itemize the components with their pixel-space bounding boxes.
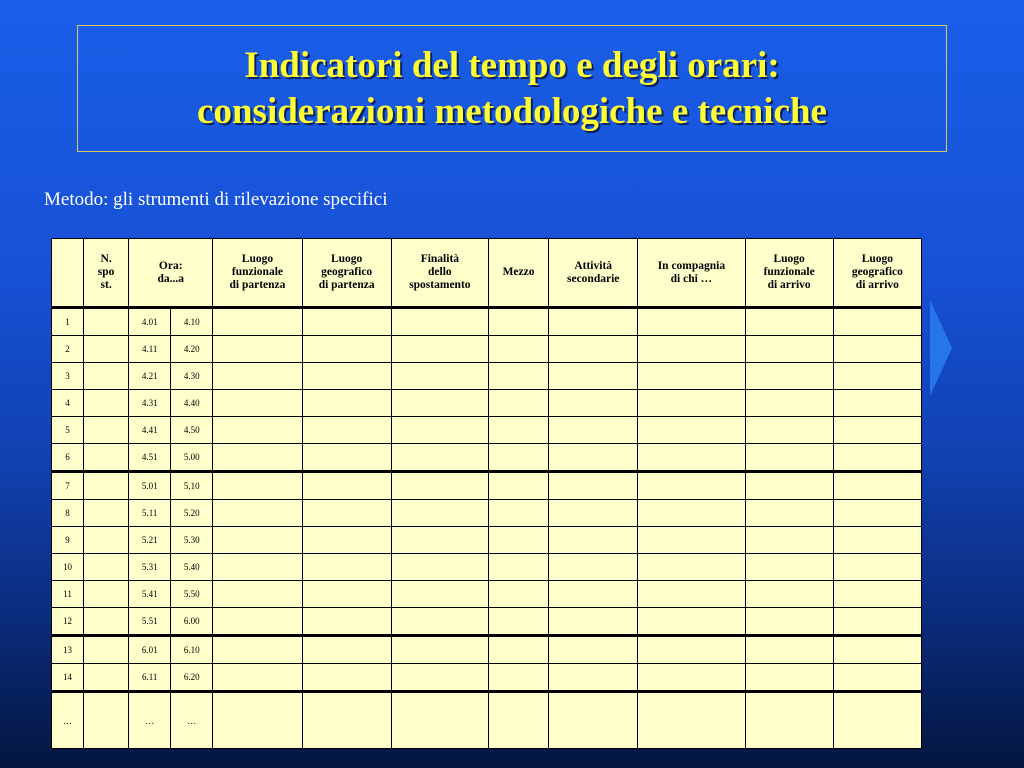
cell-luogo-funzionale-arrivo[interactable] xyxy=(745,581,833,608)
cell-compagnia[interactable] xyxy=(638,527,745,554)
cell-luogo-geografico-arrivo[interactable] xyxy=(833,527,921,554)
header-luogo-funzionale-arrivo: Luogo funzionale di arrivo xyxy=(745,239,833,308)
cell-luogo-funzionale-partenza[interactable] xyxy=(213,692,302,749)
cell-attivita[interactable] xyxy=(549,336,638,363)
cell-row-number: … xyxy=(52,692,84,749)
cell-luogo-funzionale-partenza[interactable] xyxy=(213,444,302,472)
cell-n-spost[interactable] xyxy=(84,527,129,554)
cell-luogo-funzionale-partenza[interactable] xyxy=(213,608,302,636)
cell-luogo-geografico-arrivo[interactable] xyxy=(833,500,921,527)
header-attivita: Attività secondarie xyxy=(549,239,638,308)
cell-row-number: 9 xyxy=(52,527,84,554)
cell-finalita[interactable] xyxy=(391,390,488,417)
cell-ora-da: 6.01 xyxy=(129,636,171,664)
cell-row-number: 4 xyxy=(52,390,84,417)
table-row xyxy=(52,554,922,581)
cell-ora-a: 5.20 xyxy=(171,500,213,527)
cell-compagnia[interactable] xyxy=(638,608,745,636)
cell-luogo-funzionale-arrivo[interactable] xyxy=(745,500,833,527)
cell-luogo-geografico-arrivo[interactable] xyxy=(833,692,921,749)
cell-luogo-geografico-partenza[interactable] xyxy=(302,636,391,664)
cell-luogo-geografico-partenza[interactable] xyxy=(302,472,391,500)
cell-luogo-funzionale-arrivo[interactable] xyxy=(745,554,833,581)
cell-n-spost[interactable] xyxy=(84,581,129,608)
cell-luogo-geografico-partenza[interactable] xyxy=(302,336,391,363)
table-row xyxy=(52,581,922,608)
cell-ora-a: 4.50 xyxy=(171,417,213,444)
cell-ora-da: 4.11 xyxy=(129,336,171,363)
cell-luogo-funzionale-arrivo[interactable] xyxy=(745,390,833,417)
cell-luogo-geografico-arrivo[interactable] xyxy=(833,308,921,336)
cell-row-number: 2 xyxy=(52,336,84,363)
cell-ora-a: 6.10 xyxy=(171,636,213,664)
cell-luogo-funzionale-partenza[interactable] xyxy=(213,390,302,417)
cell-luogo-funzionale-partenza[interactable] xyxy=(213,554,302,581)
cell-ora-da: 4.41 xyxy=(129,417,171,444)
cell-n-spost[interactable] xyxy=(84,608,129,636)
cell-ora-a: 4.20 xyxy=(171,336,213,363)
cell-luogo-geografico-arrivo[interactable] xyxy=(833,664,921,692)
cell-luogo-funzionale-arrivo[interactable] xyxy=(745,308,833,336)
cell-finalita[interactable] xyxy=(391,500,488,527)
cell-luogo-funzionale-arrivo[interactable] xyxy=(745,664,833,692)
cell-luogo-funzionale-partenza[interactable] xyxy=(213,500,302,527)
cell-compagnia[interactable] xyxy=(638,664,745,692)
cell-luogo-geografico-arrivo[interactable] xyxy=(833,581,921,608)
cell-row-number: 14 xyxy=(52,664,84,692)
cell-ora-da: … xyxy=(129,692,171,749)
cell-luogo-funzionale-partenza[interactable] xyxy=(213,664,302,692)
table-row xyxy=(52,336,922,363)
cell-n-spost[interactable] xyxy=(84,636,129,664)
table-row xyxy=(52,390,922,417)
cell-mezzo[interactable] xyxy=(488,363,548,390)
table-body xyxy=(52,308,922,749)
cell-compagnia[interactable] xyxy=(638,308,745,336)
cell-attivita[interactable] xyxy=(549,308,638,336)
slide-subtitle: Metodo: gli strumenti di rilevazione specifici xyxy=(44,189,388,210)
cell-n-spost[interactable] xyxy=(84,417,129,444)
table-row xyxy=(52,500,922,527)
cell-compagnia[interactable] xyxy=(638,581,745,608)
cell-ora-a: 4.40 xyxy=(171,390,213,417)
cell-luogo-geografico-arrivo[interactable] xyxy=(833,444,921,472)
cell-ora-da: 4.31 xyxy=(129,390,171,417)
cell-finalita[interactable] xyxy=(391,336,488,363)
cell-finalita[interactable] xyxy=(391,527,488,554)
cell-luogo-geografico-arrivo[interactable] xyxy=(833,472,921,500)
cell-mezzo[interactable] xyxy=(488,336,548,363)
cell-attivita[interactable] xyxy=(549,664,638,692)
cell-attivita[interactable] xyxy=(549,390,638,417)
cell-luogo-geografico-arrivo[interactable] xyxy=(833,608,921,636)
cell-luogo-funzionale-partenza[interactable] xyxy=(213,417,302,444)
cell-luogo-funzionale-partenza[interactable] xyxy=(213,363,302,390)
cell-ora-a: 4.10 xyxy=(171,308,213,336)
cell-compagnia[interactable] xyxy=(638,444,745,472)
cell-ora-da: 4.21 xyxy=(129,363,171,390)
cell-attivita[interactable] xyxy=(549,636,638,664)
cell-luogo-geografico-partenza[interactable] xyxy=(302,664,391,692)
cell-attivita[interactable] xyxy=(549,444,638,472)
cell-attivita[interactable] xyxy=(549,417,638,444)
table-row xyxy=(52,608,922,636)
cell-mezzo[interactable] xyxy=(488,636,548,664)
slide-title-line-2: considerazioni metodologiche e tecniche xyxy=(197,90,827,132)
header-luogo-geografico-partenza: Luogo geografico di partenza xyxy=(302,239,391,308)
cell-mezzo[interactable] xyxy=(488,417,548,444)
table-header-row xyxy=(52,239,922,308)
cell-luogo-funzionale-partenza[interactable] xyxy=(213,472,302,500)
cell-row-number: 1 xyxy=(52,308,84,336)
cell-ora-da: 5.51 xyxy=(129,608,171,636)
cell-luogo-funzionale-partenza[interactable] xyxy=(213,636,302,664)
cell-compagnia[interactable] xyxy=(638,336,745,363)
cell-ora-da: 5.41 xyxy=(129,581,171,608)
cell-row-number: 3 xyxy=(52,363,84,390)
cell-luogo-funzionale-arrivo[interactable] xyxy=(745,444,833,472)
table-row xyxy=(52,472,922,500)
cell-luogo-geografico-partenza[interactable] xyxy=(302,444,391,472)
cell-ora-da: 5.11 xyxy=(129,500,171,527)
cell-attivita[interactable] xyxy=(549,692,638,749)
header-finalita: Finalità dello spostamento xyxy=(391,239,488,308)
cell-luogo-geografico-arrivo[interactable] xyxy=(833,363,921,390)
cell-luogo-funzionale-partenza[interactable] xyxy=(213,308,302,336)
header-luogo-funzionale-partenza: Luogo funzionale di partenza xyxy=(213,239,302,308)
cell-mezzo[interactable] xyxy=(488,554,548,581)
cell-row-number: 6 xyxy=(52,444,84,472)
cell-compagnia[interactable] xyxy=(638,500,745,527)
cell-luogo-funzionale-partenza[interactable] xyxy=(213,581,302,608)
table-row xyxy=(52,664,922,692)
cell-luogo-geografico-partenza[interactable] xyxy=(302,581,391,608)
cell-compagnia[interactable] xyxy=(638,472,745,500)
cell-attivita[interactable] xyxy=(549,500,638,527)
cell-row-number: 11 xyxy=(52,581,84,608)
header-luogo-geografico-arrivo: Luogo geografico di arrivo xyxy=(833,239,921,308)
cell-finalita[interactable] xyxy=(391,692,488,749)
cell-mezzo[interactable] xyxy=(488,390,548,417)
time-diary-table xyxy=(51,238,922,749)
table-row xyxy=(52,308,922,336)
table-row xyxy=(52,363,922,390)
cell-luogo-geografico-arrivo[interactable] xyxy=(833,336,921,363)
cell-finalita[interactable] xyxy=(391,608,488,636)
cell-luogo-geografico-partenza[interactable] xyxy=(302,692,391,749)
cell-compagnia[interactable] xyxy=(638,692,745,749)
cell-row-number: 8 xyxy=(52,500,84,527)
cell-n-spost[interactable] xyxy=(84,390,129,417)
header-n-spost: N. spo st. xyxy=(84,239,129,308)
cell-ora-a: 6.00 xyxy=(171,608,213,636)
cell-attivita[interactable] xyxy=(549,554,638,581)
cell-attivita[interactable] xyxy=(549,527,638,554)
cell-compagnia[interactable] xyxy=(638,636,745,664)
table-row xyxy=(52,444,922,472)
header-compagnia: In compagnia di chi … xyxy=(638,239,745,308)
cell-n-spost[interactable] xyxy=(84,308,129,336)
cell-mezzo[interactable] xyxy=(488,608,548,636)
cell-luogo-funzionale-arrivo[interactable] xyxy=(745,336,833,363)
table-row xyxy=(52,527,922,554)
cell-finalita[interactable] xyxy=(391,581,488,608)
cell-luogo-geografico-arrivo[interactable] xyxy=(833,636,921,664)
cell-ora-a: 5.30 xyxy=(171,527,213,554)
cell-finalita[interactable] xyxy=(391,472,488,500)
cell-finalita[interactable] xyxy=(391,363,488,390)
header-mezzo: Mezzo xyxy=(488,239,548,308)
cell-luogo-geografico-partenza[interactable] xyxy=(302,608,391,636)
cell-n-spost[interactable] xyxy=(84,500,129,527)
cell-ora-a: 5.00 xyxy=(171,444,213,472)
cell-luogo-geografico-arrivo[interactable] xyxy=(833,417,921,444)
cell-n-spost[interactable] xyxy=(84,692,129,749)
cell-luogo-geografico-partenza[interactable] xyxy=(302,554,391,581)
cell-ora-a: 5.10 xyxy=(171,472,213,500)
cell-row-number: 10 xyxy=(52,554,84,581)
cell-luogo-geografico-partenza[interactable] xyxy=(302,308,391,336)
cell-luogo-geografico-partenza[interactable] xyxy=(302,527,391,554)
cell-ora-da: 5.01 xyxy=(129,472,171,500)
cell-luogo-funzionale-arrivo[interactable] xyxy=(745,527,833,554)
slide-title-line-1: Indicatori del tempo e degli orari: xyxy=(244,44,780,86)
cell-luogo-geografico-partenza[interactable] xyxy=(302,390,391,417)
title-box xyxy=(77,25,947,152)
cell-ora-da: 4.51 xyxy=(129,444,171,472)
cell-mezzo[interactable] xyxy=(488,500,548,527)
cell-mezzo[interactable] xyxy=(488,472,548,500)
cell-mezzo[interactable] xyxy=(488,444,548,472)
header-ora: Ora: da...a xyxy=(129,239,213,308)
cell-finalita[interactable] xyxy=(391,664,488,692)
cell-finalita[interactable] xyxy=(391,636,488,664)
cell-mezzo[interactable] xyxy=(488,527,548,554)
table-row xyxy=(52,692,922,749)
cell-ora-a: 5.40 xyxy=(171,554,213,581)
cell-luogo-geografico-partenza[interactable] xyxy=(302,417,391,444)
cell-luogo-geografico-arrivo[interactable] xyxy=(833,390,921,417)
cell-mezzo[interactable] xyxy=(488,692,548,749)
cell-row-number: 13 xyxy=(52,636,84,664)
cell-attivita[interactable] xyxy=(549,581,638,608)
cell-n-spost[interactable] xyxy=(84,336,129,363)
cell-luogo-funzionale-arrivo[interactable] xyxy=(745,417,833,444)
cell-luogo-funzionale-arrivo[interactable] xyxy=(745,608,833,636)
cell-row-number: 5 xyxy=(52,417,84,444)
cell-finalita[interactable] xyxy=(391,444,488,472)
cell-ora-a: … xyxy=(171,692,213,749)
decorative-chevron xyxy=(930,300,952,396)
cell-luogo-geografico-partenza[interactable] xyxy=(302,500,391,527)
table-row xyxy=(52,636,922,664)
cell-compagnia[interactable] xyxy=(638,417,745,444)
table-row xyxy=(52,417,922,444)
cell-attivita[interactable] xyxy=(549,363,638,390)
cell-luogo-geografico-arrivo[interactable] xyxy=(833,554,921,581)
cell-luogo-funzionale-arrivo[interactable] xyxy=(745,636,833,664)
cell-luogo-funzionale-arrivo[interactable] xyxy=(745,363,833,390)
cell-finalita[interactable] xyxy=(391,554,488,581)
cell-compagnia[interactable] xyxy=(638,363,745,390)
cell-row-number: 7 xyxy=(52,472,84,500)
cell-ora-da: 5.31 xyxy=(129,554,171,581)
cell-attivita[interactable] xyxy=(549,608,638,636)
cell-luogo-funzionale-arrivo[interactable] xyxy=(745,472,833,500)
cell-ora-da: 4.01 xyxy=(129,308,171,336)
cell-ora-a: 5.50 xyxy=(171,581,213,608)
cell-attivita[interactable] xyxy=(549,472,638,500)
cell-ora-a: 6.20 xyxy=(171,664,213,692)
cell-n-spost[interactable] xyxy=(84,554,129,581)
cell-compagnia[interactable] xyxy=(638,390,745,417)
cell-luogo-funzionale-partenza[interactable] xyxy=(213,336,302,363)
cell-n-spost[interactable] xyxy=(84,664,129,692)
cell-luogo-funzionale-arrivo[interactable] xyxy=(745,692,833,749)
header-index xyxy=(52,239,84,308)
cell-compagnia[interactable] xyxy=(638,554,745,581)
cell-finalita[interactable] xyxy=(391,308,488,336)
cell-row-number: 12 xyxy=(52,608,84,636)
cell-ora-da: 5.21 xyxy=(129,527,171,554)
cell-n-spost[interactable] xyxy=(84,444,129,472)
cell-mezzo[interactable] xyxy=(488,664,548,692)
cell-ora-a: 4.30 xyxy=(171,363,213,390)
cell-luogo-funzionale-partenza[interactable] xyxy=(213,527,302,554)
cell-mezzo[interactable] xyxy=(488,581,548,608)
cell-mezzo[interactable] xyxy=(488,308,548,336)
cell-finalita[interactable] xyxy=(391,417,488,444)
cell-ora-da: 6.11 xyxy=(129,664,171,692)
cell-n-spost[interactable] xyxy=(84,363,129,390)
cell-n-spost[interactable] xyxy=(84,472,129,500)
cell-luogo-geografico-partenza[interactable] xyxy=(302,363,391,390)
